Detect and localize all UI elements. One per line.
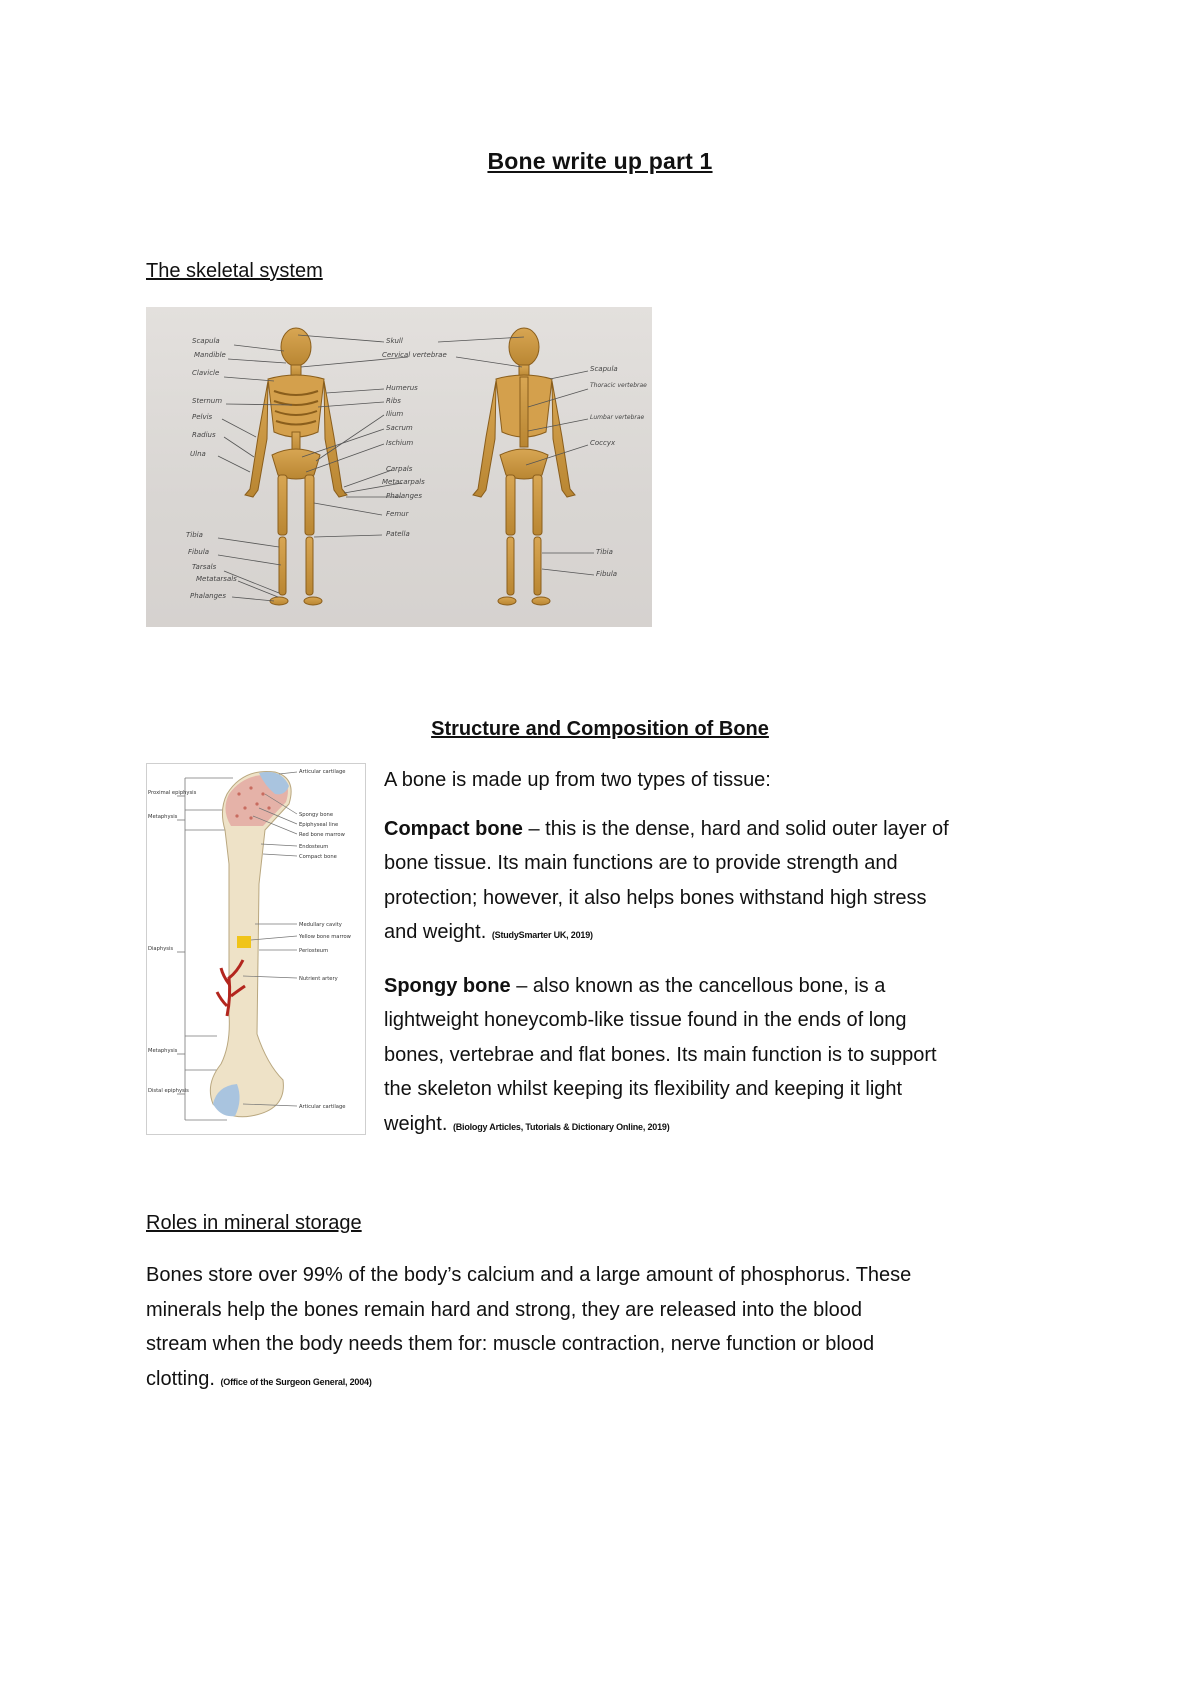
mineral-line-3: stream when the body needs them for: muscle contraction, nerve function or blood — [146, 1333, 875, 1355]
label-skull: Skull — [386, 337, 403, 345]
label-ischium: Ischium — [386, 439, 414, 447]
front-skeleton-figure — [245, 328, 347, 605]
label-periosteum: Periosteum — [299, 948, 329, 954]
label-diaphysis: Diaphysis — [148, 946, 174, 952]
femur-drawing — [147, 764, 365, 1134]
label-tibia: Tibia — [186, 531, 203, 539]
spongy-bone-term: Spongy bone — [384, 974, 511, 997]
label-femur: Femur — [386, 510, 409, 518]
compact-bone-term: Compact bone — [384, 817, 523, 840]
label-articular-cartilage-bottom: Articular cartilage — [299, 1104, 346, 1110]
label-coccyx: Coccyx — [590, 439, 616, 447]
label-mandible: Mandible — [194, 351, 226, 359]
label-ribs: Ribs — [386, 397, 401, 405]
structure-heading: Structure and Composition of Bone — [431, 718, 769, 740]
label-phalanges: Phalanges — [190, 592, 227, 600]
spongy-line-3: bones, vertebrae and flat bones. Its main function is to support — [384, 1043, 937, 1066]
label-epiphyseal-line: Epiphyseal line — [299, 822, 339, 828]
skeleton-diagram-image — [146, 307, 652, 627]
mineral-citation: (Office of the Surgeon General, 2004) — [220, 1376, 372, 1387]
mineral-storage-paragraph — [146, 1258, 1066, 1399]
spongy-line-2: lightweight honeycomb-like tissue found in the ends of long — [384, 1009, 907, 1031]
label-ulna: Ulna — [190, 450, 206, 458]
label-medullary-cavity: Medullary cavity — [299, 922, 342, 928]
mineral-line-1: Bones store over 99% of the body’s calcium and a large amount of phosphorus. These — [146, 1264, 912, 1286]
label-red-bone-marrow: Red bone marrow — [299, 832, 345, 838]
skeletal-system-heading: The skeletal system — [146, 260, 323, 282]
structure-text — [384, 763, 1074, 1144]
label-radius: Radius — [192, 431, 216, 439]
mineral-line-4: clotting. — [146, 1367, 221, 1390]
spongy-line-1: – also known as the cancellous bone, is a — [510, 974, 886, 997]
label-cervical-vertebrae: Cervical vertebrae — [382, 351, 447, 359]
label-lumbar-vertebrae: Lumbar vertebrae — [590, 414, 645, 421]
label-scapula-back: Scapula — [590, 365, 618, 373]
back-skeleton-figure — [473, 328, 575, 605]
label-sacrum: Sacrum — [386, 424, 413, 432]
label-thoracic-vertebrae: Thoracic vertebrae — [590, 382, 647, 389]
label-proximal-epiphysis: Proximal epiphysis — [148, 790, 197, 796]
label-metaphysis-top: Metaphysis — [148, 814, 178, 820]
label-clavicle: Clavicle — [192, 369, 220, 377]
label-sternum: Sternum — [192, 397, 223, 405]
compact-bone-paragraph — [384, 812, 1074, 953]
label-articular-cartilage-top: Articular cartilage — [299, 769, 346, 775]
label-pelvis: Pelvis — [192, 413, 213, 421]
label-endosteum: Endosteum — [299, 844, 329, 850]
structure-intro: A bone is made up from two types of tissue: — [384, 769, 771, 791]
compact-line-4: and weight. — [384, 921, 492, 943]
compact-line-1: – this is the dense, hard and solid outer layer of — [522, 817, 949, 840]
document-title: Bone write up part 1 — [487, 148, 713, 174]
label-distal-epiphysis: Distal epiphysis — [148, 1088, 189, 1094]
label-scapula: Scapula — [192, 337, 220, 345]
label-phalanges-hand: Phalanges — [386, 492, 423, 500]
label-patella: Patella — [386, 530, 410, 538]
skeleton-drawing — [146, 307, 652, 627]
spongy-line-5: weight. — [384, 1112, 453, 1135]
compact-line-3: protection; however, it also helps bones withstand high stress — [384, 886, 927, 909]
mineral-storage-heading: Roles in mineral storage — [146, 1212, 362, 1234]
compact-line-2: bone tissue. Its main functions are to provide strength and — [384, 852, 898, 874]
label-carpals: Carpals — [386, 465, 413, 473]
compact-citation: (StudySmarter UK, 2019) — [491, 930, 593, 940]
spongy-line-4: the skeleton whilst keeping its flexibility and keeping it light — [384, 1078, 903, 1100]
label-fibula-back: Fibula — [596, 570, 618, 578]
label-spongy-bone: Spongy bone — [299, 812, 334, 818]
label-ilium: Ilium — [386, 410, 404, 418]
spongy-bone-paragraph — [384, 969, 1074, 1145]
label-metaphysis-bottom: Metaphysis — [148, 1048, 178, 1054]
label-metatarsals: Metatarsals — [196, 575, 237, 583]
label-tibia-back: Tibia — [596, 548, 613, 556]
label-tarsals: Tarsals — [192, 563, 217, 571]
label-yellow-bone-marrow: Yellow bone marrow — [299, 934, 351, 940]
femur-diagram-image — [146, 763, 366, 1135]
label-metacarpals: Metacarpals — [382, 478, 425, 486]
label-fibula: Fibula — [188, 548, 210, 556]
label-nutrient-artery: Nutrient artery — [299, 976, 338, 982]
label-compact-bone: Compact bone — [299, 854, 337, 860]
label-humerus: Humerus — [386, 384, 418, 392]
mineral-line-2: minerals help the bones remain hard and strong, they are released into the blood — [146, 1298, 863, 1321]
spongy-citation: (Biology Articles, Tutorials & Dictionary Online, 2019) — [452, 1121, 670, 1132]
